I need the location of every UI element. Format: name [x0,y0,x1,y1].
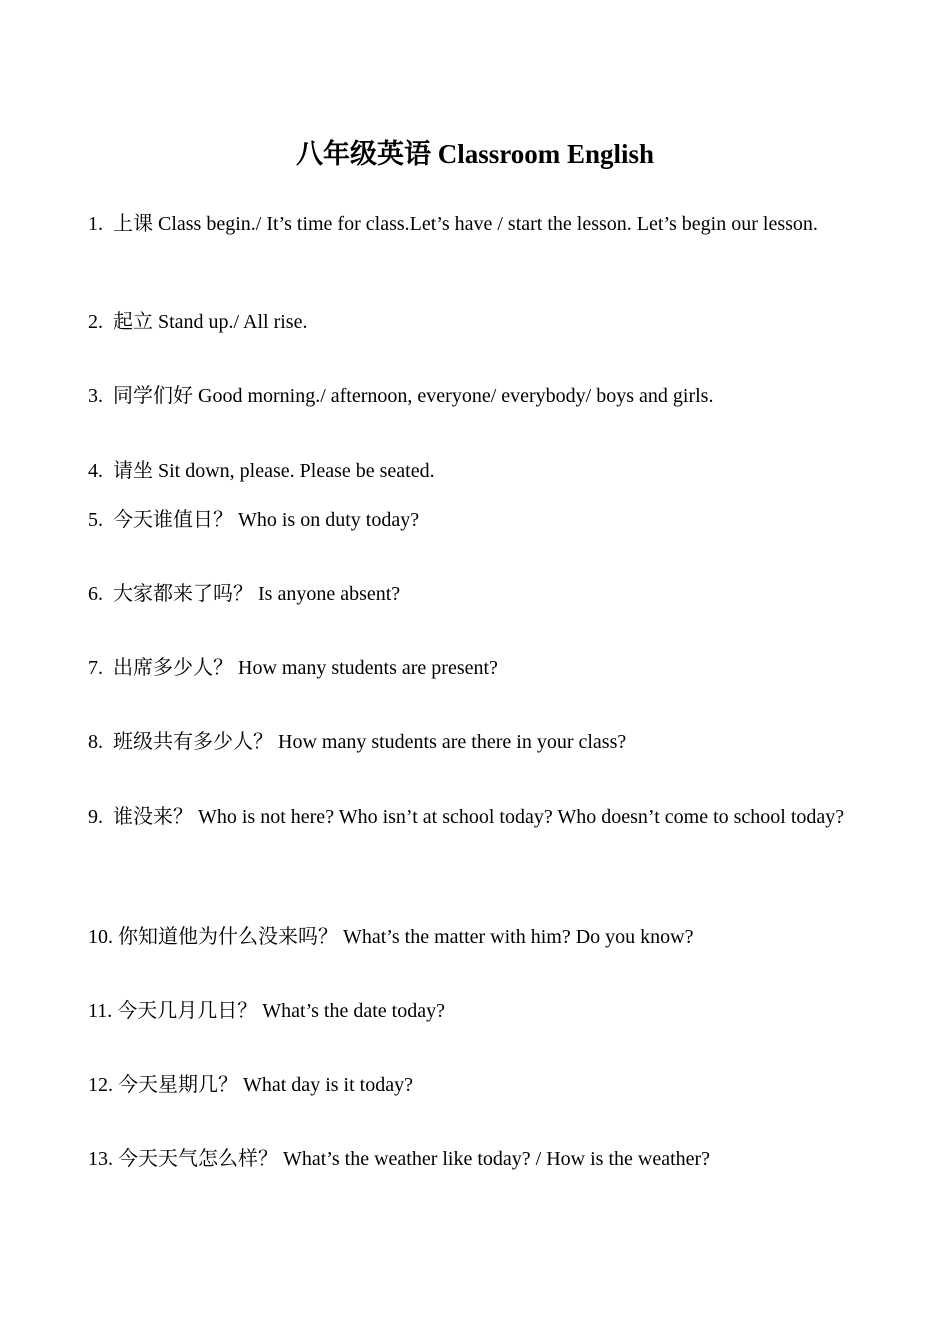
item-number: 5. [88,509,103,531]
list-item-12 [88,1060,868,1109]
item-number: 6. [88,583,103,605]
list-item-9 [88,792,868,841]
item-chinese: 同学们好 [113,383,193,407]
list-item-8 [88,717,868,766]
item-number: 8. [88,731,103,753]
list-item-7 [88,643,868,692]
item-english: Good morning./ afternoon, everyone/ everybody/ boys and girls. [198,385,714,407]
item-chinese: 出席多少人？ [113,655,233,679]
item-number: 2. [88,311,103,333]
list-item-11 [88,986,868,1035]
item-english: Who is not here? Who isn’t at school today? Who doesn’t come to school today? [198,806,845,828]
item-chinese: 起立 [113,309,153,333]
item-english: Stand up./ All rise. [158,311,308,333]
list-item-4 [88,446,868,495]
item-english: How many students are present? [238,657,498,679]
item-number: 7. [88,657,103,679]
item-number: 4. [88,460,103,482]
item-chinese: 今天谁值日？ [113,507,233,531]
list-item-13 [88,1134,868,1183]
list-item-2 [88,297,868,346]
item-chinese: 谁没来？ [113,804,193,828]
item-english: What’s the weather like today? / How is the weather? [283,1148,711,1170]
item-english: What’s the matter with him? Do you know? [343,926,694,948]
item-english: What’s the date today? [262,1000,445,1022]
item-chinese: 大家都来了吗？ [113,581,253,605]
list-item-6 [88,569,868,618]
item-english: Is anyone absent? [258,583,401,605]
item-chinese: 上课 [113,211,153,235]
page-title: 八年级英语 Classroom English [295,139,655,169]
item-english: What day is it today? [243,1074,413,1096]
item-chinese: 今天星期几？ [118,1072,238,1096]
item-english: How many students are there in your class? [278,731,627,753]
item-chinese: 你知道他为什么没来吗？ [118,924,338,948]
list-item-1 [88,199,868,248]
item-chinese: 请坐 [113,458,153,482]
item-chinese: 今天天气怎么样？ [118,1146,278,1170]
item-number: 1. [88,213,103,235]
item-chinese: 班级共有多少人？ [113,729,273,753]
item-number: 12. [88,1074,113,1096]
item-english: Who is on duty today? [238,509,420,531]
item-english: Sit down, please. Please be seated. [158,460,435,482]
item-number: 11. [88,1000,113,1022]
item-number: 13. [88,1148,113,1170]
item-number: 9. [88,806,103,828]
list-item-10 [88,912,868,961]
item-chinese: 今天几月几日？ [117,998,258,1022]
item-number: 3. [88,385,103,407]
list-item-3 [88,371,868,420]
item-english: Class begin./ It’s time for class.Let’s have / start the lesson. Let’s begin our lesson. [158,213,818,235]
item-number: 10. [88,926,113,948]
list-item-5 [88,495,868,544]
